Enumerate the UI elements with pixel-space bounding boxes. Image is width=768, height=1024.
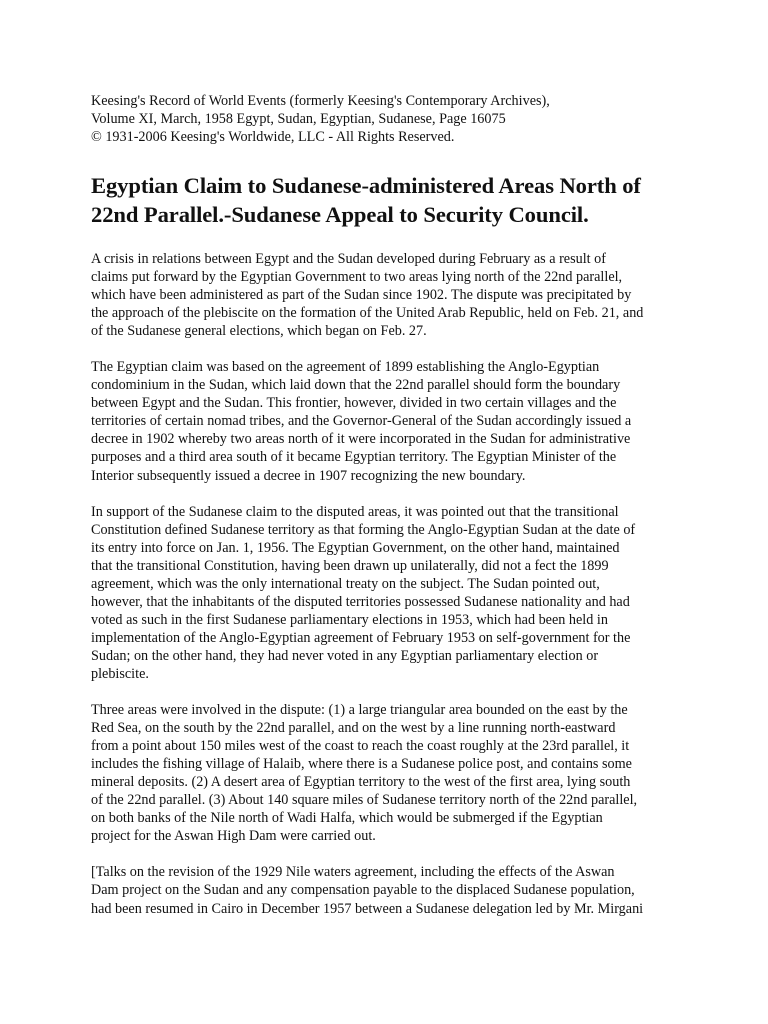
paragraph-4 (91, 701, 691, 845)
text-line: plebiscite. (91, 665, 149, 682)
text-line: Dam project on the Sudan and any compensation payable to the displaced Sudanese population, (91, 882, 635, 899)
text-line: The Egyptian claim was based on the agreement of 1899 establishing the Anglo-Egyptian (91, 359, 600, 376)
text-line: Interior subsequently issued a decree in 1907 recognizing the new boundary. (91, 467, 526, 484)
text-line: of the Sudanese general elections, which began on Feb. 27. (91, 323, 427, 340)
text-line: from a point about 150 miles west of the coast to reach the coast roughly at the 23rd parallel, it (91, 738, 630, 755)
text-line: condominium in the Sudan, which laid down that the 22nd parallel should form the boundary (91, 377, 621, 394)
text-line: In support of the Sudanese claim to the disputed areas, it was pointed out that the transitional (91, 503, 619, 520)
document-page (91, 92, 691, 918)
text-line: claims put forward by the Egyptian Government to two areas lying north of the 22nd parallel, (91, 269, 623, 286)
source-citation (91, 92, 691, 146)
text-line: territories of certain nomad tribes, and the Governor-General of the Sudan accordingly issued a (91, 413, 632, 430)
text-line: the approach of the plebiscite on the formation of the United Arab Republic, held on Feb. 21, and (91, 305, 644, 322)
text-line: Constitution defined Sudanese territory as that forming the Anglo-Egyptian Sudan at the date of (91, 521, 636, 538)
text-line: its entry into force on Jan. 1, 1956. The Egyptian Government, on the other hand, maintained (91, 539, 620, 556)
text-line: on both banks of the Nile north of Wadi Halfa, which would be submerged if the Egyptian (91, 810, 603, 827)
text-line: Three areas were involved in the dispute: (1) a large triangular area bounded on the east by the (91, 702, 628, 719)
text-line: [Talks on the revision of the 1929 Nile waters agreement, including the effects of the Aswan (91, 864, 615, 881)
text-line: voted as such in the first Sudanese parliamentary elections in 1953, which had been held in (91, 611, 608, 628)
text-line: implementation of the Anglo-Egyptian agreement of February 1953 on self-government for the (91, 629, 631, 646)
text-line: purposes and a third area south of it became Egyptian territory. The Egyptian Minister of the (91, 449, 617, 466)
text-line: that the transitional Constitution, having been drawn up unilaterally, did not a fect the 1899 (91, 557, 609, 574)
citation-line: Volume XI, March, 1958 Egypt, Sudan, Egyptian, Sudanese, Page 16075 (91, 111, 506, 127)
text-line: mineral deposits. (2) A desert area of Egyptian territory to the west of the first area, lying south (91, 774, 631, 791)
text-line: Red Sea, on the south by the 22nd parallel, and on the west by a line running north-eastward (91, 720, 616, 737)
text-line: Sudan; on the other hand, they had never voted in any Egyptian parliamentary election or (91, 647, 599, 664)
citation-line: Keesing's Record of World Events (formerly Keesing's Contemporary Archives), (91, 93, 550, 109)
paragraph-2 (91, 358, 691, 484)
copyright-line: © 1931-2006 Keesing's Worldwide, LLC - All Rights Reserved. (91, 129, 455, 145)
text-line: had been resumed in Cairo in December 1957 between a Sudanese delegation led by Mr. Mirgani (91, 900, 644, 917)
title-line: 22nd Parallel.-Sudanese Appeal to Security Council. (91, 202, 589, 227)
text-line: A crisis in relations between Egypt and the Sudan developed during February as a result of (91, 251, 606, 267)
text-line: agreement, which was the only international treaty on the subject. The Sudan pointed out, (91, 575, 600, 592)
text-line: however, that the inhabitants of the disputed territories possessed Sudanese nationality and had (91, 593, 630, 610)
paragraph-1 (91, 250, 691, 340)
title-line: Egyptian Claim to Sudanese-administered Areas North of (91, 173, 641, 198)
text-line: project for the Aswan High Dam were carried out. (91, 828, 376, 845)
text-line: between Egypt and the Sudan. This frontier, however, divided in two certain villages and the (91, 395, 617, 412)
text-line: includes the fishing village of Halaib, where there is a Sudanese police post, and contains some (91, 756, 632, 773)
article-title (91, 171, 691, 229)
paragraph-3 (91, 503, 691, 683)
paragraph-5 (91, 863, 691, 917)
text-line: decree in 1902 whereby two areas north of it were incorporated in the Sudan for administrative (91, 431, 631, 448)
text-line: which have been administered as part of the Sudan since 1902. The dispute was precipitated by (91, 287, 632, 304)
text-line: of the 22nd parallel. (3) About 140 square miles of Sudanese territory north of the 22nd parallel, (91, 792, 638, 809)
